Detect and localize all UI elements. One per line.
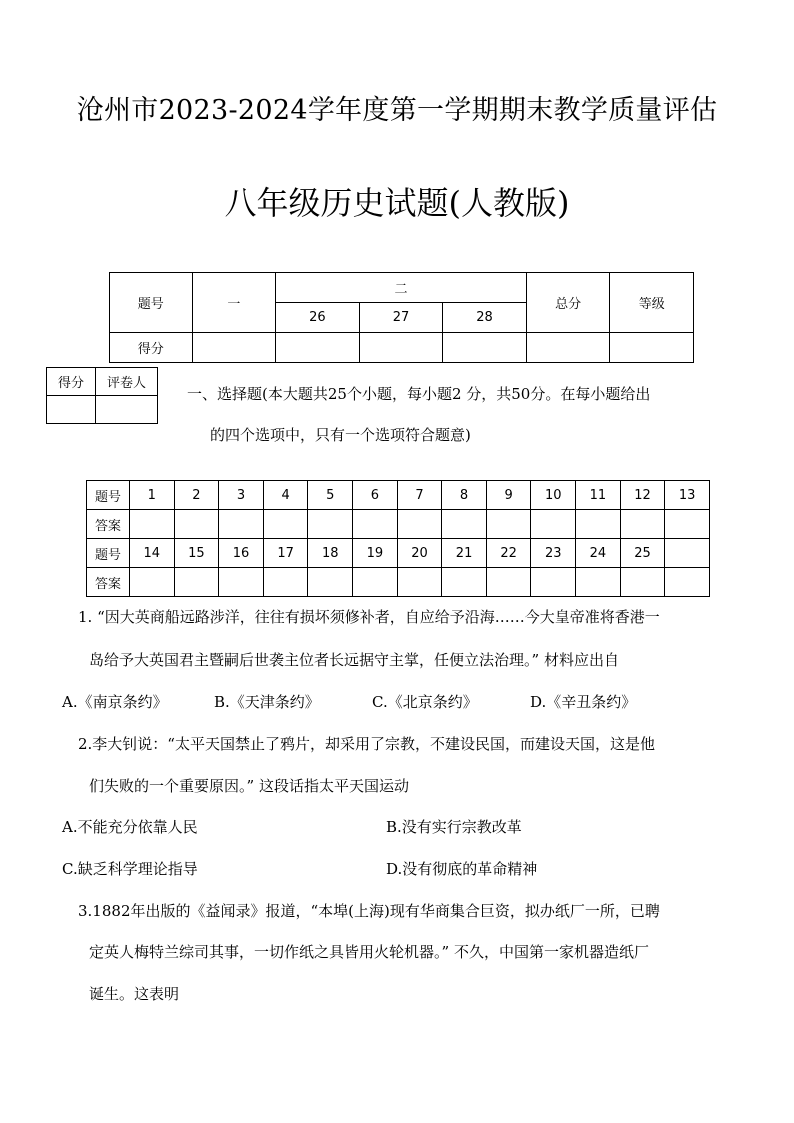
answer-grid-cell[interactable] [353,510,398,539]
question-2-option-b[interactable]: B.没有实行宗教改革 [386,818,522,836]
question-2-option-a[interactable]: A.不能充分依靠人民 [62,818,198,836]
grader-name-label: 评卷人 [96,368,158,396]
exam-subtitle: 八年级历史试题(人教版) [224,184,570,222]
answer-grid-number: 22 [486,539,531,568]
answer-grid-number: 5 [308,481,353,510]
answer-grid-cell[interactable] [665,568,710,597]
score-cell[interactable] [359,333,443,363]
answer-grid-number: 10 [531,481,576,510]
section-instructions-line1: 一、选择题(本大题共25个小题，每小题2 分，共50分。在每小题给出 [187,385,651,403]
answer-grid-number: 11 [576,481,621,510]
answer-grid-cell[interactable] [397,568,442,597]
answer-grid-number: 23 [531,539,576,568]
question-2-stem-line1: 2.李大钊说：“太平天国禁止了鸦片，却采用了宗教，不建设民国，而建设天国，这是他 [78,735,655,753]
grader-name-cell[interactable] [96,396,158,424]
score-table [109,272,694,363]
score-col-total: 总分 [526,273,610,333]
answer-grid-cell[interactable] [442,568,487,597]
grader-score-cell[interactable] [47,396,96,424]
question-3-stem-line3: 诞生。这表明 [89,985,180,1003]
section-instructions-line2: 的四个选项中，只有一个选项符合题意) [210,426,471,444]
answer-grid-number: 15 [174,539,219,568]
answer-grid-number: 13 [665,481,710,510]
answer-grid-number: 14 [130,539,175,568]
answer-grid-number: 25 [620,539,665,568]
answer-grid-cell[interactable] [397,510,442,539]
question-1-option-d[interactable]: D.《辛丑条约》 [530,693,637,711]
answer-grid-cell[interactable] [174,510,219,539]
answer-grid-cell[interactable] [219,568,264,597]
answer-grid [86,480,710,597]
score-row-label: 得分 [110,333,193,363]
answer-grid-cell[interactable] [576,568,621,597]
answer-grid-cell[interactable] [576,510,621,539]
answer-grid-cell[interactable] [130,568,175,597]
answer-grid-daan: 答案 [87,568,130,597]
question-1-option-c[interactable]: C.《北京条约》 [372,693,478,711]
score-cell[interactable] [192,333,276,363]
question-3-stem-line1: 3.1882年出版的《益闻录》报道，“本埠(上海)现有华商集合巨资，拟办纸厂一所，已聘 [78,902,660,920]
answer-grid-cell[interactable] [531,568,576,597]
answer-grid-cell[interactable] [620,568,665,597]
question-3-stem-line2: 定英人梅特兰综司其事，一切作纸之具皆用火轮机器。” 不久，中国第一家机器造纸厂 [89,943,649,961]
score-head-tihao: 题号 [110,273,193,333]
answer-grid-number: 19 [353,539,398,568]
answer-grid-number: 24 [576,539,621,568]
answer-grid-number: 17 [263,539,308,568]
answer-grid-number: 8 [442,481,487,510]
answer-grid-number: 18 [308,539,353,568]
question-1-option-a[interactable]: A.《南京条约》 [62,693,168,711]
answer-grid-cell[interactable] [442,510,487,539]
answer-grid-cell[interactable] [308,568,353,597]
exam-title: 沧州市2023-2024学年度第一学期期末教学质量评估 [76,95,718,126]
answer-grid-cell[interactable] [219,510,264,539]
answer-grid-cell[interactable] [308,510,353,539]
score-cell[interactable] [443,333,527,363]
answer-grid-cell[interactable] [263,568,308,597]
answer-grid-cell[interactable] [263,510,308,539]
answer-grid-cell[interactable] [174,568,219,597]
score-sub-26: 26 [276,303,360,333]
answer-grid-tihao: 题号 [87,539,130,568]
score-cell[interactable] [526,333,610,363]
score-col-1: 一 [192,273,276,333]
grader-box [46,367,158,424]
answer-grid-number: 4 [263,481,308,510]
answer-grid-cell[interactable] [620,510,665,539]
question-1-stem-line2: 岛给予大英国君主暨嗣后世袭主位者长远据守主掌，任便立法治理。” 材料应出自 [89,651,619,669]
question-2-option-c[interactable]: C.缺乏科学理论指导 [62,860,198,878]
score-cell[interactable] [610,333,694,363]
answer-grid-cell[interactable] [531,510,576,539]
answer-grid-number: 3 [219,481,264,510]
question-1-option-b[interactable]: B.《天津条约》 [214,693,320,711]
answer-grid-daan: 答案 [87,510,130,539]
question-1-stem-line1: 1. “因大英商船远路涉洋，往往有损坏须修补者，自应给予沿海……今大皇帝准将香港一 [78,608,660,626]
question-2-stem-line2: 们失败的一个重要原因。” 这段话指太平天国运动 [89,777,409,795]
grader-defen-label: 得分 [47,368,96,396]
answer-grid-cell[interactable] [486,510,531,539]
answer-grid-number: 2 [174,481,219,510]
answer-grid-cell[interactable] [353,568,398,597]
question-2-option-d[interactable]: D.没有彻底的革命精神 [386,860,538,878]
score-cell[interactable] [276,333,360,363]
score-sub-27: 27 [359,303,443,333]
answer-grid-cell[interactable] [486,568,531,597]
answer-grid-cell[interactable] [130,510,175,539]
answer-grid-number: 20 [397,539,442,568]
answer-grid-number: 21 [442,539,487,568]
answer-grid-number: 1 [130,481,175,510]
answer-grid-number: 16 [219,539,264,568]
answer-grid-number: 12 [620,481,665,510]
answer-grid-number: 7 [397,481,442,510]
score-col-2: 二 [276,273,527,303]
answer-grid-number [665,539,710,568]
score-sub-28: 28 [443,303,527,333]
answer-grid-cell[interactable] [665,510,710,539]
score-col-grade: 等级 [610,273,694,333]
answer-grid-number: 9 [486,481,531,510]
answer-grid-number: 6 [353,481,398,510]
answer-grid-tihao: 题号 [87,481,130,510]
